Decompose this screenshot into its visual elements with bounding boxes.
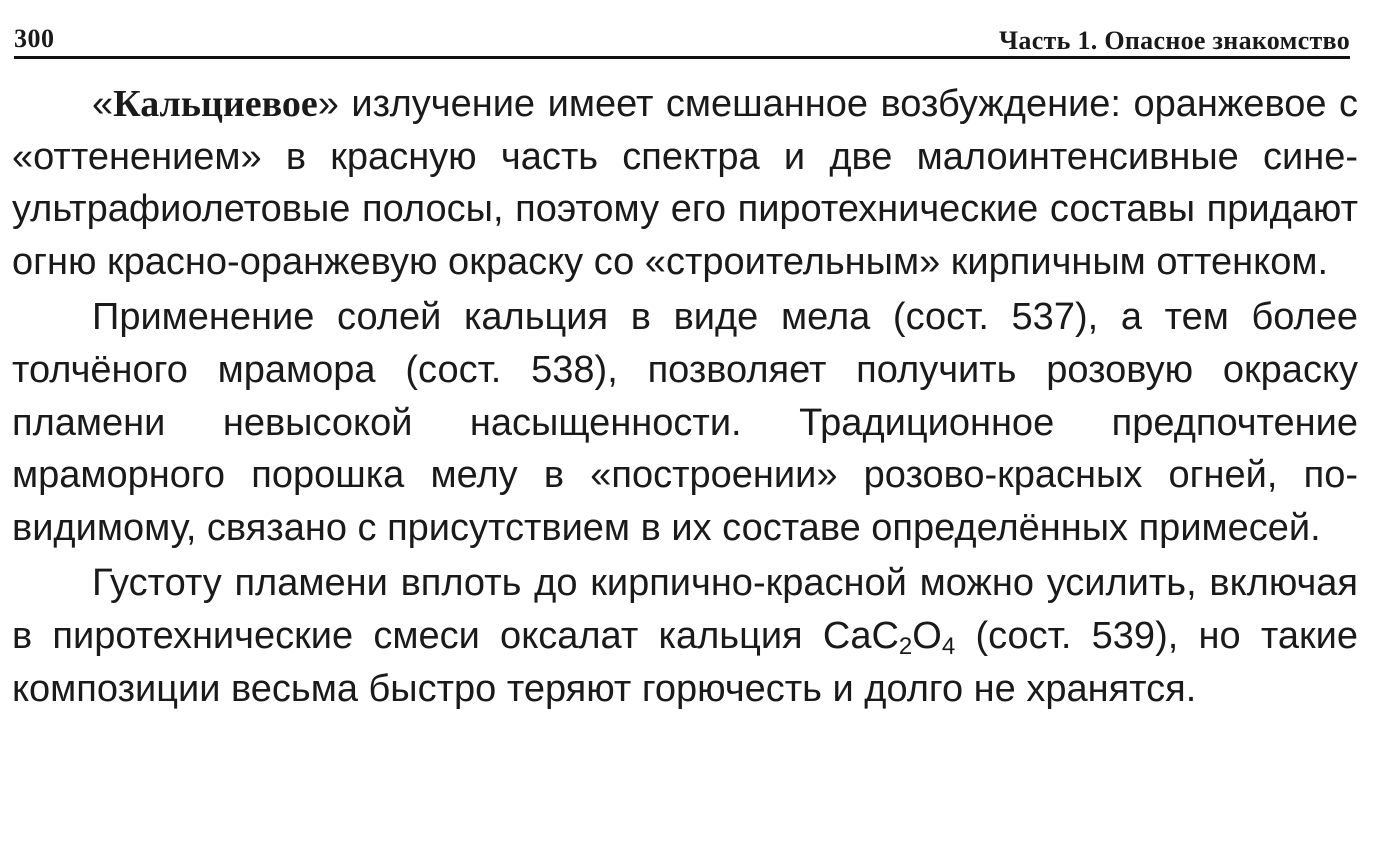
formula-subscript: 2 — [898, 632, 913, 660]
formula-part: O — [912, 614, 942, 657]
paragraph-calcium-emission — [12, 78, 1358, 288]
paragraph-text: Применение солей кальция в виде мела (сост. 537), а тем более толчёного мрамора (сост. 538), позволяет получить розовую окраску пламени невысокой насыщенности. Традиционное предпочтение мраморного порошка мелу в «построении» розово-красных огней, по-видимому, связано с присутствием в их составе определённых примесей. — [12, 296, 1358, 549]
body-text — [12, 78, 1358, 715]
paragraph-text: » излучение имеет смешанное возбуждение: оранжевое с «оттенением» в красную часть спектра и две малоинтенсивные сине-ультрафиолетовые полосы, поэтому его пиротехнические составы придают огню красно-оранжевую окраску со «строительным» кирпичным оттенком. — [12, 83, 1358, 283]
paragraph-text-after-formula: (сост. 539), но такие композиции весьма быстро теряют горючесть и долго не хранятся. — [12, 614, 1358, 710]
chemical-formula — [822, 614, 956, 660]
paragraph-text-before-formula: Густоту пламени вплоть до кирпично-красной можно усилить, включая в пиротехнические смеси оксалат кальция — [12, 562, 1358, 657]
formula-part: CaC — [822, 614, 899, 657]
paragraph-calcium-oxalate — [12, 557, 1358, 715]
open-quote: « — [92, 83, 114, 125]
formula-subscript: 4 — [941, 632, 956, 660]
running-head — [14, 22, 1350, 59]
page-number: 300 — [14, 24, 55, 53]
paragraph-calcium-salts — [12, 291, 1358, 554]
chapter-title: Часть 1. Опасное знакомство — [999, 26, 1350, 55]
bold-term: Кальциевое — [113, 83, 318, 125]
